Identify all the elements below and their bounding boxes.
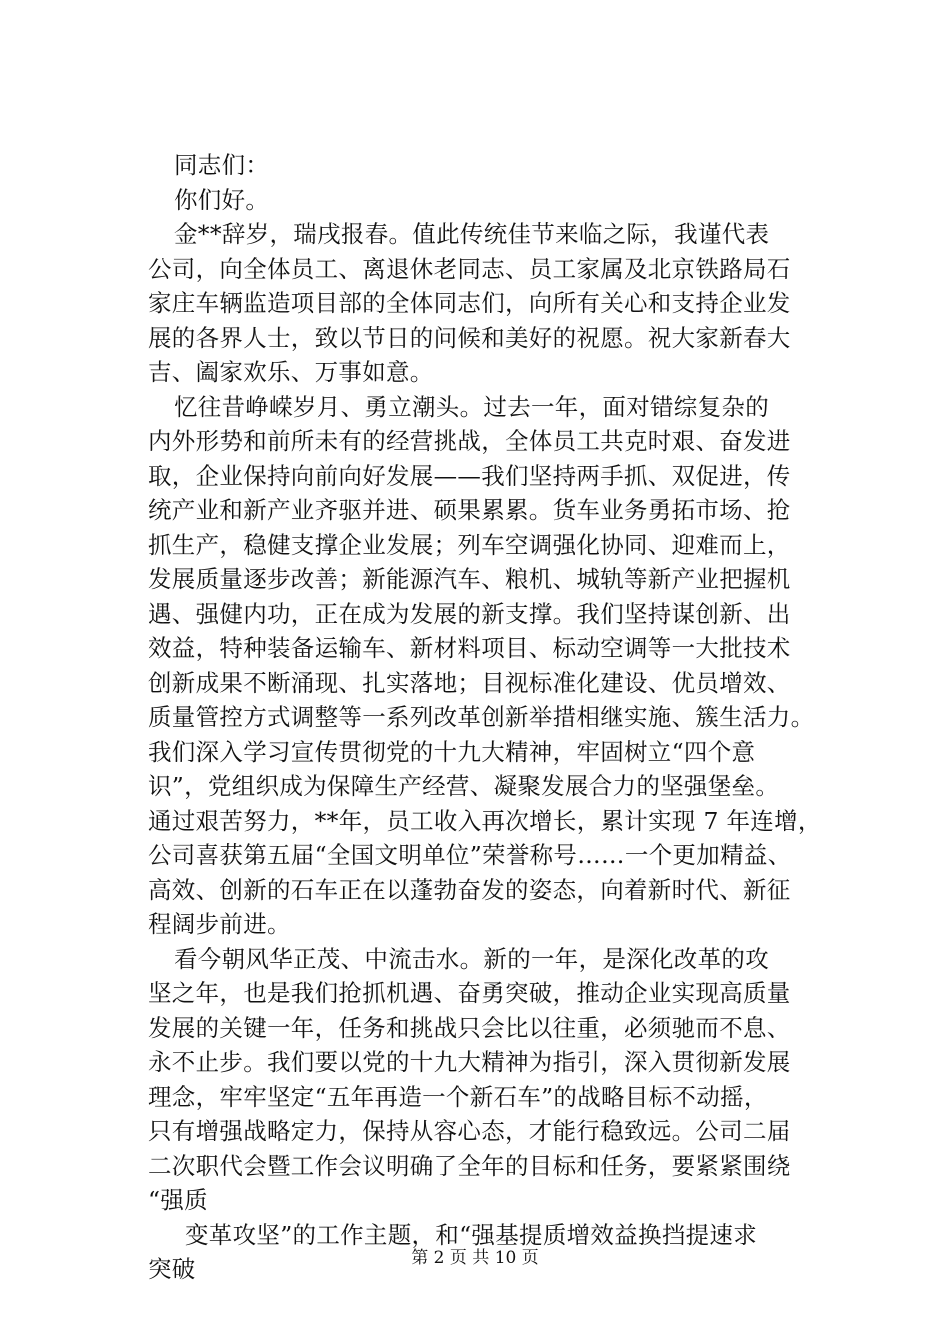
text-line: 公司喜获第五届“全国文明单位”荣誉称号……一个更加精益、	[148, 841, 792, 869]
text-line: 发展质量逐步改善；新能源汽车、粮机、城轨等新产业把握机	[148, 565, 791, 593]
text-line: 质量管控方式调整等一系列改革创新举措相继实施、簇生活力。	[148, 703, 815, 731]
text-line: 内外形势和前所未有的经营挑战，全体员工共克时艰、奋发进	[148, 427, 791, 455]
text-line: 通过艰苦努力，**年，员工收入再次增长，累计实现 7 年连增，	[148, 806, 822, 835]
text-line: 你们好。	[174, 185, 270, 214]
text-line: 家庄车辆监造项目部的全体同志们，向所有关心和支持企业发	[148, 289, 791, 317]
text-line: 效益，特种装备运输车、新材料项目、标动空调等一大批技术	[148, 634, 791, 662]
text-line: 只有增强战略定力，保持从容心态，才能行稳致远。公司二届	[148, 1117, 791, 1145]
text-line: 取，企业保持向前向好发展——我们坚持两手抓、双促进，传	[148, 461, 791, 490]
text-line: 二次职代会暨工作会议明确了全年的目标和任务，要紧紧围绕	[148, 1151, 791, 1180]
text-line: 突破	[148, 1255, 196, 1283]
text-line: 变革攻坚”的工作主题，和“强基提质增效益换挡提速求	[185, 1220, 758, 1249]
text-line: 识”，党组织成为保障生产经营、凝聚发展合力的坚强堡垒。	[148, 772, 780, 800]
page-footer: 第 2 页 共 10 页	[411, 1248, 539, 1268]
text-line: 吉、阖家欢乐、万事如意。	[148, 358, 434, 386]
text-line: 理念，牢牢坚定“五年再造一个新石车”的战略目标不动摇，	[148, 1082, 768, 1111]
text-line: 忆往昔峥嵘岁月、勇立潮头。过去一年，面对错综复杂的	[174, 392, 769, 421]
text-line: 高效、创新的石车正在以蓬勃奋发的姿态，向着新时代、新征	[148, 875, 791, 904]
text-line: 看今朝风华正茂、中流击水。新的一年，是深化改革的攻	[174, 944, 769, 973]
text-line: 永不止步。我们要以党的十九大精神为指引，深入贯彻新发展	[148, 1048, 791, 1076]
text-line: 统产业和新产业齐驱并进、硕果累累。货车业务勇拓市场、抢	[148, 496, 791, 524]
letter-body	[148, 148, 848, 1287]
text-line: 发展的关键一年，任务和挑战只会比以往重，必须驰而不息、	[148, 1013, 791, 1042]
text-line: 程阔步前进。	[148, 910, 291, 938]
text-line: 坚之年，也是我们抢抓机遇、奋勇突破，推动企业实现高质量	[148, 979, 791, 1007]
text-line: 展的各界人士，致以节日的问候和美好的祝愿。祝大家新春大	[148, 323, 791, 352]
text-line: 抓生产，稳健支撑企业发展；列车空调强化协同、迎难而上，	[148, 530, 791, 559]
text-line: 金**辞岁，瑞戌报春。值此传统佳节来临之际，我谨代表	[174, 220, 770, 248]
text-line: 我们深入学习宣传贯彻党的十九大精神，牢固树立“四个意	[148, 737, 756, 766]
text-line: 同志们：	[174, 151, 270, 179]
text-line: 遇、强健内功，正在成为发展的新支撑。我们坚持谋创新、出	[148, 599, 791, 628]
text-line: “强质	[148, 1186, 208, 1214]
text-line: 创新成果不断涌现、扎实落地；目视标准化建设、优员增效、	[148, 668, 791, 697]
text-line: 公司，向全体员工、离退休老同志、员工家属及北京铁路局石	[148, 254, 791, 283]
